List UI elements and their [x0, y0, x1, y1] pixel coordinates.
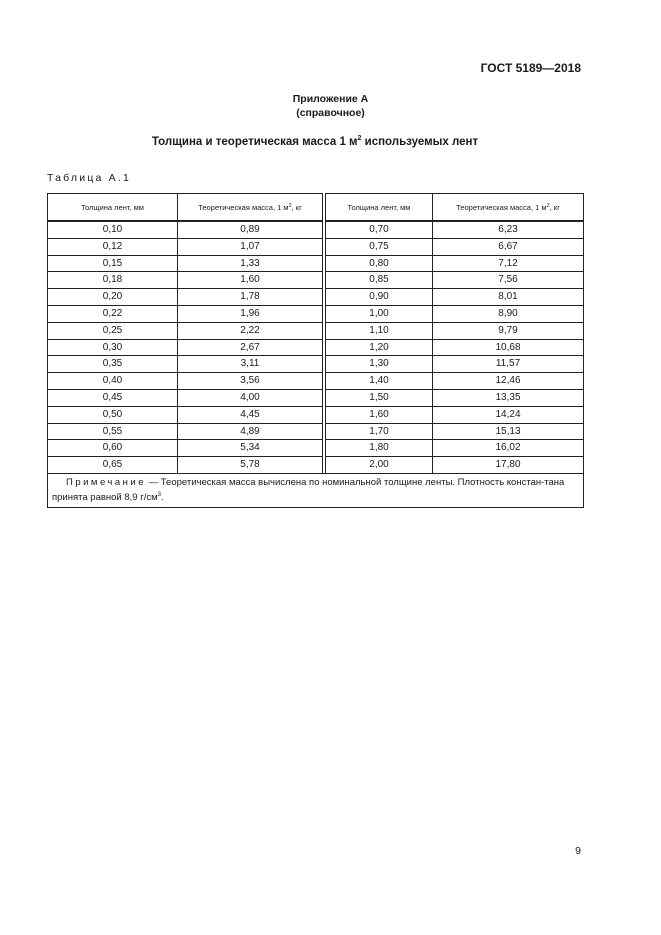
- mass-cell: 11,57: [433, 356, 584, 373]
- table-caption: Таблица А.1: [47, 172, 132, 184]
- table-note: Примечание — Теоретическая масса вычислена по номинальной толщине ленты. Плотность констан-тана принята равной 8,9 $г/см^3$.: [48, 473, 584, 507]
- standard-code: ГОСТ 5189—2018: [480, 61, 581, 75]
- thickness-cell: 1,30: [326, 356, 433, 373]
- thickness-cell: 0,90: [326, 289, 433, 306]
- title-text-end: используемых лент: [361, 136, 479, 148]
- thickness-cell: 0,85: [326, 272, 433, 289]
- mass-cell: 3,11: [178, 356, 323, 373]
- mass-cell: 0,89: [178, 221, 323, 238]
- mass-cell: 9,79: [433, 322, 584, 339]
- thickness-cell: 0,25: [48, 322, 178, 339]
- mass-cell: 1,07: [178, 238, 323, 255]
- mass-cell: 8,90: [433, 305, 584, 322]
- mass-cell: 5,78: [178, 457, 323, 474]
- thickness-cell: 0,65: [48, 457, 178, 474]
- mass-cell: 17,80: [433, 457, 584, 474]
- table-row: [48, 389, 584, 406]
- table-row: [48, 423, 584, 440]
- thickness-cell: 0,12: [48, 238, 178, 255]
- thickness-cell: 1,80: [326, 440, 433, 457]
- mass-cell: 14,24: [433, 406, 584, 423]
- mass-cell: 6,67: [433, 238, 584, 255]
- table-row: [48, 322, 584, 339]
- mass-cell: 5,34: [178, 440, 323, 457]
- table-row: [48, 406, 584, 423]
- header-mass-1: Теоретическая масса, 1 $м^2$, кг: [178, 194, 323, 222]
- thickness-cell: 1,40: [326, 373, 433, 390]
- header-mass-2: Теоретическая масса, 1 $м^2$, кг: [433, 194, 584, 222]
- table-row: [48, 238, 584, 255]
- title-text: Толщина и теоретическая масса 1 м: [151, 136, 358, 148]
- mass-cell: 4,00: [178, 389, 323, 406]
- mass-cell: 2,22: [178, 322, 323, 339]
- thickness-cell: 0,18: [48, 272, 178, 289]
- thickness-cell: 0,22: [48, 305, 178, 322]
- mass-cell: 6,23: [433, 221, 584, 238]
- note-row: [48, 473, 584, 507]
- header-thickness-1: Толщина лент, мм: [48, 194, 178, 222]
- table-row: [48, 305, 584, 322]
- thickness-cell: 1,20: [326, 339, 433, 356]
- title-superscript: 2: [357, 135, 362, 142]
- mass-cell: 15,13: [433, 423, 584, 440]
- mass-cell: 12,46: [433, 373, 584, 390]
- thickness-cell: 0,10: [48, 221, 178, 238]
- thickness-cell: 1,10: [326, 322, 433, 339]
- mass-cell: 10,68: [433, 339, 584, 356]
- table-row: [48, 440, 584, 457]
- thickness-cell: 0,30: [48, 339, 178, 356]
- note-text: — Теоретическая масса вычислена по номинальной толщине ленты. Плотность констан-тана принята равной 8,9 г/см: [52, 476, 565, 503]
- data-table: [47, 193, 584, 508]
- table-row: [48, 356, 584, 373]
- mass-cell: 3,56: [178, 373, 323, 390]
- mass-cell: 2,67: [178, 339, 323, 356]
- note-label: Примечание: [66, 476, 146, 488]
- thickness-cell: 0,55: [48, 423, 178, 440]
- document-title: [0, 135, 630, 148]
- table-row: [48, 272, 584, 289]
- mass-cell: 4,89: [178, 423, 323, 440]
- thickness-cell: 0,35: [48, 356, 178, 373]
- thickness-cell: 0,75: [326, 238, 433, 255]
- table-body: [48, 221, 584, 473]
- mass-cell: 1,60: [178, 272, 323, 289]
- thickness-cell: 0,50: [48, 406, 178, 423]
- mass-cell: 16,02: [433, 440, 584, 457]
- thickness-cell: 1,70: [326, 423, 433, 440]
- thickness-cell: 0,20: [48, 289, 178, 306]
- thickness-cell: 0,60: [48, 440, 178, 457]
- thickness-cell: 1,50: [326, 389, 433, 406]
- thickness-cell: 0,15: [48, 255, 178, 272]
- table-row: [48, 255, 584, 272]
- table-row: [48, 373, 584, 390]
- annex-title: Приложение А: [292, 93, 369, 105]
- mass-cell: 8,01: [433, 289, 584, 306]
- mass-cell: 1,78: [178, 289, 323, 306]
- table-row: [48, 221, 584, 238]
- annex-heading: [0, 92, 661, 120]
- thickness-cell: 1,00: [326, 305, 433, 322]
- page-number: 9: [575, 845, 581, 857]
- thickness-cell: 0,40: [48, 373, 178, 390]
- annex-kind: (справочное): [296, 107, 365, 119]
- thickness-cell: 0,70: [326, 221, 433, 238]
- mass-cell: 1,33: [178, 255, 323, 272]
- thickness-cell: 2,00: [326, 457, 433, 474]
- thickness-cell: 1,60: [326, 406, 433, 423]
- table-row: [48, 339, 584, 356]
- table-row: [48, 289, 584, 306]
- thickness-cell: 0,45: [48, 389, 178, 406]
- mass-cell: 4,45: [178, 406, 323, 423]
- thickness-cell: 0,80: [326, 255, 433, 272]
- mass-cell: 7,56: [433, 272, 584, 289]
- table-header-row: [48, 194, 584, 222]
- table-row: [48, 457, 584, 474]
- mass-cell: 13,35: [433, 389, 584, 406]
- header-thickness-2: Толщина лент, мм: [326, 194, 433, 222]
- mass-cell: 1,96: [178, 305, 323, 322]
- mass-cell: 7,12: [433, 255, 584, 272]
- note-superscript: 3: [157, 491, 161, 498]
